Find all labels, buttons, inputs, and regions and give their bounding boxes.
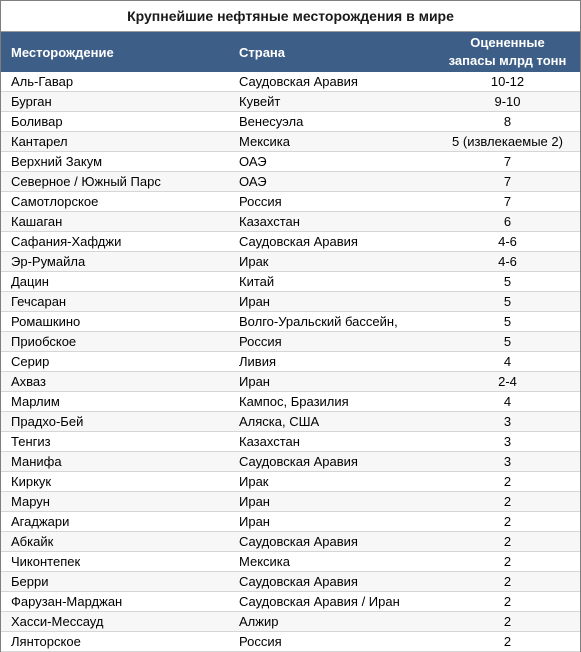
table-row (1, 92, 580, 112)
reserves-cell: 2 (503, 634, 512, 649)
table-row (1, 572, 580, 592)
country-cell: Мексика (239, 554, 291, 569)
reserves-cell: 3 (503, 454, 512, 469)
table-title: Крупнейшие нефтяные месторождения в мире (1, 1, 580, 32)
reserves-cell: 7 (503, 154, 512, 169)
field-cell: Северное / Южный Парс (11, 174, 161, 189)
table-row (1, 392, 580, 412)
country-cell: Иран (239, 374, 270, 389)
reserves-cell: 7 (503, 194, 512, 209)
table-row (1, 112, 580, 132)
reserves-cell: 4 (503, 394, 512, 409)
country-cell: Россия (239, 634, 282, 649)
reserves-cell: 2 (503, 594, 512, 609)
header-reserves-line1: Оцененные (470, 35, 545, 50)
country-cell: Иран (239, 494, 270, 509)
country-cell: Казахстан (239, 214, 300, 229)
reserves-cell: 9-10 (494, 94, 521, 109)
field-cell: Марлим (11, 394, 60, 409)
field-cell: Киркук (11, 474, 52, 489)
field-cell: Сафания-Хафджи (11, 234, 122, 249)
reserves-cell: 4 (503, 354, 512, 369)
country-cell: Алжир (239, 614, 279, 629)
reserves-cell: 2 (503, 554, 512, 569)
country-cell: Россия (239, 334, 282, 349)
reserves-cell: 10-12 (490, 74, 525, 89)
field-cell: Эр-Румайла (11, 254, 86, 269)
field-cell: Бурган (11, 94, 52, 109)
reserves-cell: 6 (503, 214, 512, 229)
header-reserves (435, 32, 580, 72)
country-cell: Саудовская Аравия (239, 574, 358, 589)
table-row (1, 412, 580, 432)
table-row (1, 552, 580, 572)
table-row (1, 472, 580, 492)
reserves-cell: 3 (503, 414, 512, 429)
field-cell: Ахваз (11, 374, 46, 389)
table-row (1, 192, 580, 212)
field-cell: Марун (11, 494, 50, 509)
reserves-cell: 2 (503, 534, 512, 549)
country-cell: Россия (239, 194, 282, 209)
country-cell: Кампос, Бразилия (239, 394, 349, 409)
table-row (1, 532, 580, 552)
field-cell: Верхний Закум (11, 154, 103, 169)
table-row (1, 292, 580, 312)
table-row (1, 72, 580, 92)
reserves-cell: 7 (503, 174, 512, 189)
reserves-cell: 5 (503, 334, 512, 349)
field-cell: Тенгиз (11, 434, 51, 449)
field-cell: Кантарел (11, 134, 68, 149)
country-cell: Мексика (239, 134, 291, 149)
table-row (1, 372, 580, 392)
reserves-cell: 2 (503, 474, 512, 489)
table-row (1, 612, 580, 632)
table-row (1, 492, 580, 512)
country-cell: Венесуэла (239, 114, 304, 129)
country-cell: Саудовская Аравия / Иран (239, 594, 400, 609)
table-row (1, 212, 580, 232)
reserves-cell: 4-6 (498, 234, 517, 249)
field-cell: Дацин (11, 274, 49, 289)
country-cell: Волго-Уральский бассейн, (239, 314, 398, 329)
table-body (1, 72, 580, 652)
country-cell: Иран (239, 514, 270, 529)
field-cell: Фарузан-Марджан (11, 594, 123, 609)
field-cell: Абкайк (11, 534, 54, 549)
reserves-cell: 2 (503, 574, 512, 589)
table-row (1, 312, 580, 332)
field-cell: Лянторское (11, 634, 81, 649)
field-cell: Прадхо-Бей (11, 414, 84, 429)
field-cell: Манифа (11, 454, 62, 469)
country-cell: Саудовская Аравия (239, 74, 358, 89)
reserves-cell: 5 (503, 314, 512, 329)
reserves-cell: 2 (503, 494, 512, 509)
reserves-cell: 2-4 (498, 374, 517, 389)
country-cell: Кувейт (239, 94, 281, 109)
table-row (1, 332, 580, 352)
reserves-cell: 8 (503, 114, 512, 129)
table-row (1, 252, 580, 272)
field-cell: Берри (11, 574, 49, 589)
reserves-cell: 2 (503, 514, 512, 529)
field-cell: Хасси-Мессауд (11, 614, 104, 629)
field-cell: Чиконтепек (11, 554, 81, 569)
table-row (1, 592, 580, 612)
table-row (1, 132, 580, 152)
field-cell: Самотлорское (11, 194, 99, 209)
table-header (1, 32, 580, 72)
reserves-cell: 5 (извлекаемые 2) (452, 134, 563, 149)
country-cell: Саудовская Аравия (239, 534, 358, 549)
country-cell: ОАЭ (239, 154, 267, 169)
country-cell: Ирак (239, 474, 269, 489)
table-row (1, 272, 580, 292)
country-cell: Иран (239, 294, 270, 309)
field-cell: Кашаган (11, 214, 63, 229)
reserves-cell: 5 (503, 274, 512, 289)
country-cell: ОАЭ (239, 174, 267, 189)
header-country: Страна (239, 44, 286, 60)
reserves-cell: 4-6 (498, 254, 517, 269)
field-cell: Приобское (11, 334, 77, 349)
table-row (1, 512, 580, 532)
table-row (1, 632, 580, 652)
country-cell: Аляска, США (239, 414, 320, 429)
table-row (1, 352, 580, 372)
header-reserves-line2: запасы млрд тонн (448, 53, 567, 68)
table-row (1, 432, 580, 452)
table-row (1, 152, 580, 172)
reserves-cell: 3 (503, 434, 512, 449)
table-row (1, 452, 580, 472)
country-cell: Саудовская Аравия (239, 234, 358, 249)
field-cell: Гечсаран (11, 294, 67, 309)
reserves-cell: 5 (503, 294, 512, 309)
country-cell: Ирак (239, 254, 269, 269)
country-cell: Саудовская Аравия (239, 454, 358, 469)
country-cell: Ливия (239, 354, 277, 369)
field-cell: Ромашкино (11, 314, 81, 329)
field-cell: Серир (11, 354, 50, 369)
reserves-cell: 2 (503, 614, 512, 629)
field-cell: Агаджари (11, 514, 70, 529)
country-cell: Казахстан (239, 434, 300, 449)
table-row (1, 232, 580, 252)
table-row (1, 172, 580, 192)
country-cell: Китай (239, 274, 275, 289)
header-field: Месторождение (11, 44, 114, 60)
field-cell: Боливар (11, 114, 63, 129)
field-cell: Аль-Гавар (11, 74, 74, 89)
